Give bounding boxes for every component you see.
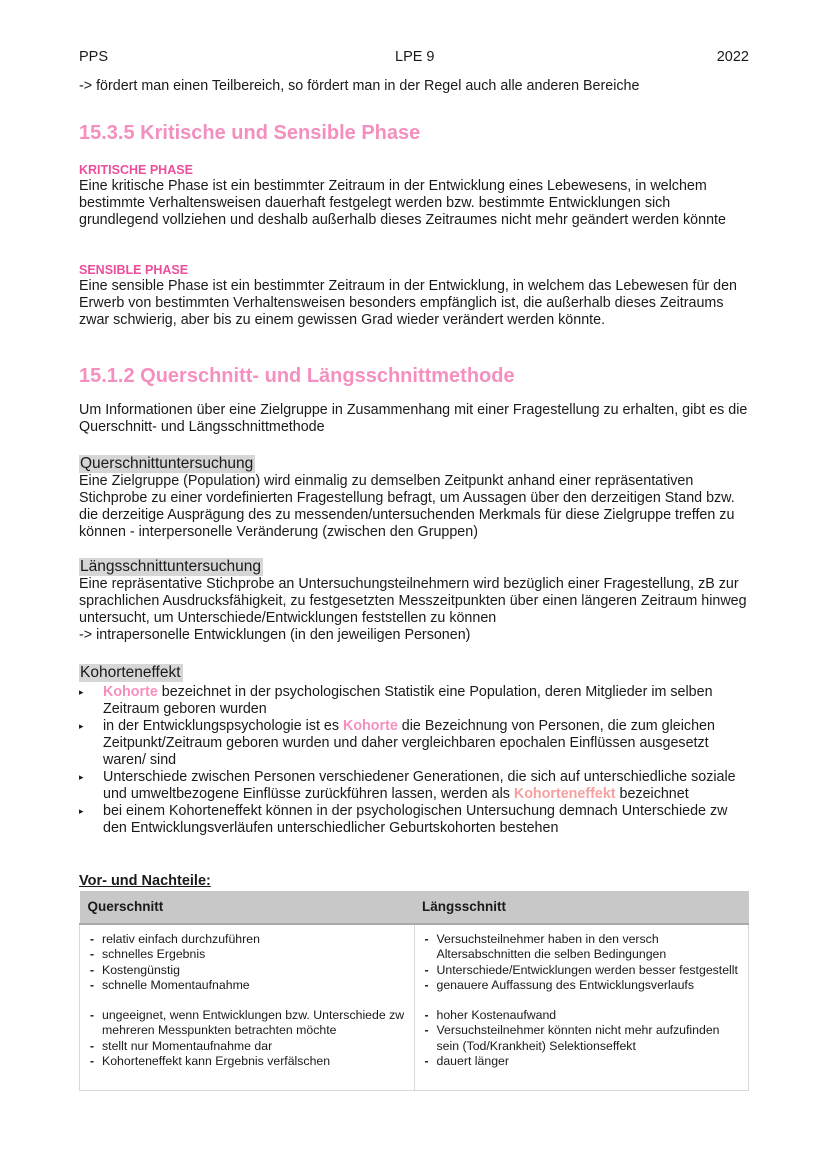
text-laengsschnitt-2: -> intrapersonelle Entwicklungen (in den jeweiligen Personen) [79,627,471,643]
list-item: - Unterschiede/Entwicklungen werden besser festgestellt [423,963,741,978]
column-header-laengsschnitt: Längsschnitt [414,891,749,924]
list-item [79,769,749,803]
text-querschnitt: Eine Zielgruppe (Population) wird einmalig zu demselben Zeitpunkt anhand einer repräsentativen Stichprobe zu einer vordefinierten Fragestellung befragt, um Aussagen über den derzeitigen Stand bzw. die derzeitige Ausprägung des zu messenden/untersuchenden Merkmals für diese Zielgruppe treffen zu können - interpersonelle Veränderung (zwischen den Gruppen) [79,473,735,540]
text-laengsschnitt: Eine repräsentative Stichprobe an Untersuchungsteilnehmern wird bezüglich einer Fragestellung, zB zur sprachlichen Ausdrucksfähigkeit, zu festgesetzten Messzeitpunkten über einen längeren Zeitraum hinweg untersucht, um Unterschiede/Entwicklungen feststellen zu können [79,576,747,626]
subheading-laengsschnitt: Längsschnittuntersuchung [80,558,261,575]
cell-querschnitt [80,924,415,1090]
table-title: Vor- und Nachteile: [79,873,211,889]
header-center: LPE 9 [395,49,435,65]
list-item: - Versuchsteilnehmer haben in den versch Altersabschnitten die selben Bedingungen [423,932,741,963]
pros-cons-table [79,891,749,1091]
highlight-term: Kohorte [103,684,158,700]
list-item: - Kohorteneffekt kann Ergebnis verfälschen [88,1054,406,1069]
text-sensible-phase: Eine sensible Phase ist ein bestimmter Zeitraum in der Entwicklung, in welchem das Lebewesen für den Erwerb von bestimmten Verhaltensweisen besonders empfänglich ist, die außerhalb dieses Zeitraums zwar schwierig, aber bis zu einem gewissen Grad wieder verändert werden könnte. [79,278,737,328]
bullet-text: die Bezeichnung von Personen, die zum gleichen Zeitpunkt/Zeitraum geboren wurden und daher vergleichbaren epochalen Einflüssen ausgesetzt waren/ sind [103,718,715,768]
bullet-text: Unterschiede zwischen Personen verschiedener Generationen, die sich auf unterschiedliche soziale und umweltbezogene Einflüsse zurückführen lassen, werden als [103,769,736,802]
methods-intro: Um Informationen über eine Zielgruppe in Zusammenhang mit einer Fragestellung zu erhalten, gibt es die Querschnitt- und Längsschnittmethode [79,402,748,435]
list-item: - schnelles Ergebnis [88,947,406,962]
kohorte-bullets [79,684,749,837]
list-item: - stellt nur Momentaufnahme dar [88,1039,406,1054]
intro-line: -> fördert man einen Teilbereich, so fördert man in der Regel auch alle anderen Bereiche [79,78,640,94]
header-left: PPS [79,49,109,65]
cell-laengsschnitt [414,924,749,1090]
section-title-phases: 15.3.5 Kritische und Sensible Phase [79,122,421,144]
label-kritische-phase: KRITISCHE PHASE [79,163,193,177]
subheading-kohorteneffekt: Kohorteneffekt [80,664,181,681]
list-item [79,684,749,718]
list-item [79,718,749,769]
list-item: - relativ einfach durchzuführen [88,932,406,947]
bullet-text: bezeichnet in der psychologischen Statistik eine Population, deren Mitglieder im selben Zeitraum geboren wurden [103,684,713,717]
bullet-text: bei einem Kohorteneffekt können in der psychologischen Untersuchung demnach Unterschiede zw den Entwicklungsverläufen unterschiedlicher Geburtskohorten bestehen [103,803,728,836]
list-item: - hoher Kostenaufwand [423,1008,741,1023]
section-title-methods: 15.1.2 Querschnitt- und Längsschnittmethode [79,365,515,387]
highlight-term: Kohorte [343,718,398,734]
list-item: - Versuchsteilnehmer könnten nicht mehr aufzufinden sein (Tod/Krankheit) Selektionseffekt [423,1023,741,1054]
list-item [79,803,749,837]
subheading-querschnitt: Querschnittuntersuchung [80,455,254,472]
list-item: - genauere Auffassung des Entwicklungsverlaufs [423,978,741,993]
highlight-term: Kohorteneffekt [513,786,616,802]
label-sensible-phase: SENSIBLE PHASE [79,263,189,277]
header-right: 2022 [716,49,749,65]
list-item: - schnelle Momentaufnahme [88,978,406,993]
list-item: - Kostengünstig [88,963,406,978]
bullet-text: in der Entwicklungspsychologie ist es [103,718,343,734]
bullet-text: bezeichnet [615,786,689,802]
column-header-querschnitt: Querschnitt [80,891,415,924]
text-kritische-phase: Eine kritische Phase ist ein bestimmter Zeitraum in der Entwicklung eines Lebewesens, in welchem bestimmte Verhaltensweisen dauerhaft festgelegt werden bzw. bestimmte Entwicklungen sich grundlegend vollziehen und deshalb außerhalb dieses Zeitraumes nicht mehr geändert werden könnte [79,178,726,228]
list-item: - dauert länger [423,1054,741,1069]
list-item: - ungeeignet, wenn Entwicklungen bzw. Unterschiede zw mehreren Messpunkten betrachten möchte [88,1008,406,1039]
